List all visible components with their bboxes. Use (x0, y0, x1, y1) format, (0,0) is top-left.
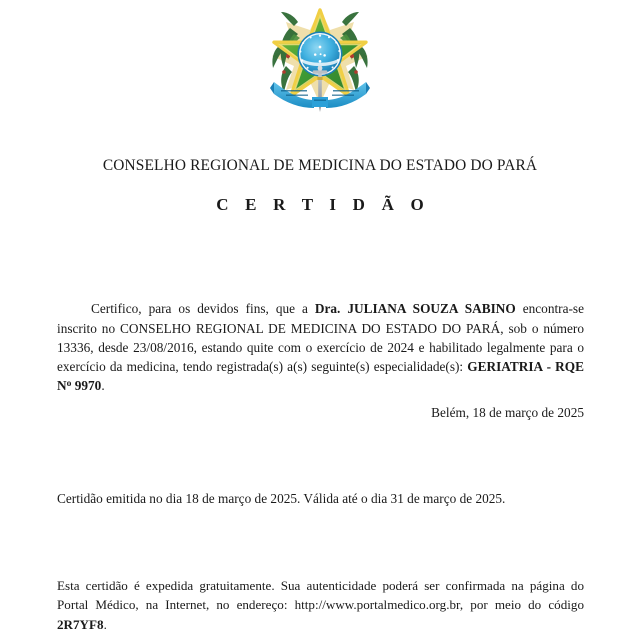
place-and-date: Belém, 18 de março de 2025 (431, 405, 584, 420)
brazil-coat-of-arms-icon (268, 4, 372, 116)
verification-code: 2R7YF8 (57, 616, 104, 632)
footer-text: Esta certidão é expedida gratuitamente. Sua autenticidade poderá ser confirmada na página do Portal Médico, na Internet, no endereço: http://www.portalmedico.org.br, por meio do código (57, 578, 584, 613)
emblem-container (0, 4, 640, 116)
body-end-punctuation: . (101, 378, 105, 394)
footer-end-punctuation: . (103, 616, 107, 632)
issue-and-validity-line: Certidão emitida no dia 18 de março de 2025. Válida até o dia 31 de março de 2025. (57, 491, 506, 506)
specialty-rqe: GERIATRIA - RQE $N^o$ 9970 (57, 358, 584, 394)
certificate-body-paragraph (57, 299, 584, 395)
body-details-text: encontra-se inscrito no CONSELHO REGIONAL DE MEDICINA DO ESTADO DO PARÁ, sob o número 13336, desde 23/08/2016, estando quite com o exercício de 2024 e habilitado legalmente para o exercício da medicina, tendo registrada(s) a(s) seguinte(s) especialidade(s): (57, 301, 584, 374)
doctor-name: Dra. JULIANA SOUZA SABINO (314, 301, 516, 317)
document-type-heading: C E R T I D Ã O (216, 195, 430, 214)
footer-authenticity-note (57, 576, 584, 634)
body-intro-text: Certifico, para os devidos fins, que a (91, 301, 315, 317)
page-title: CONSELHO REGIONAL DE MEDICINA DO ESTADO DO PARÁ (102, 157, 538, 174)
